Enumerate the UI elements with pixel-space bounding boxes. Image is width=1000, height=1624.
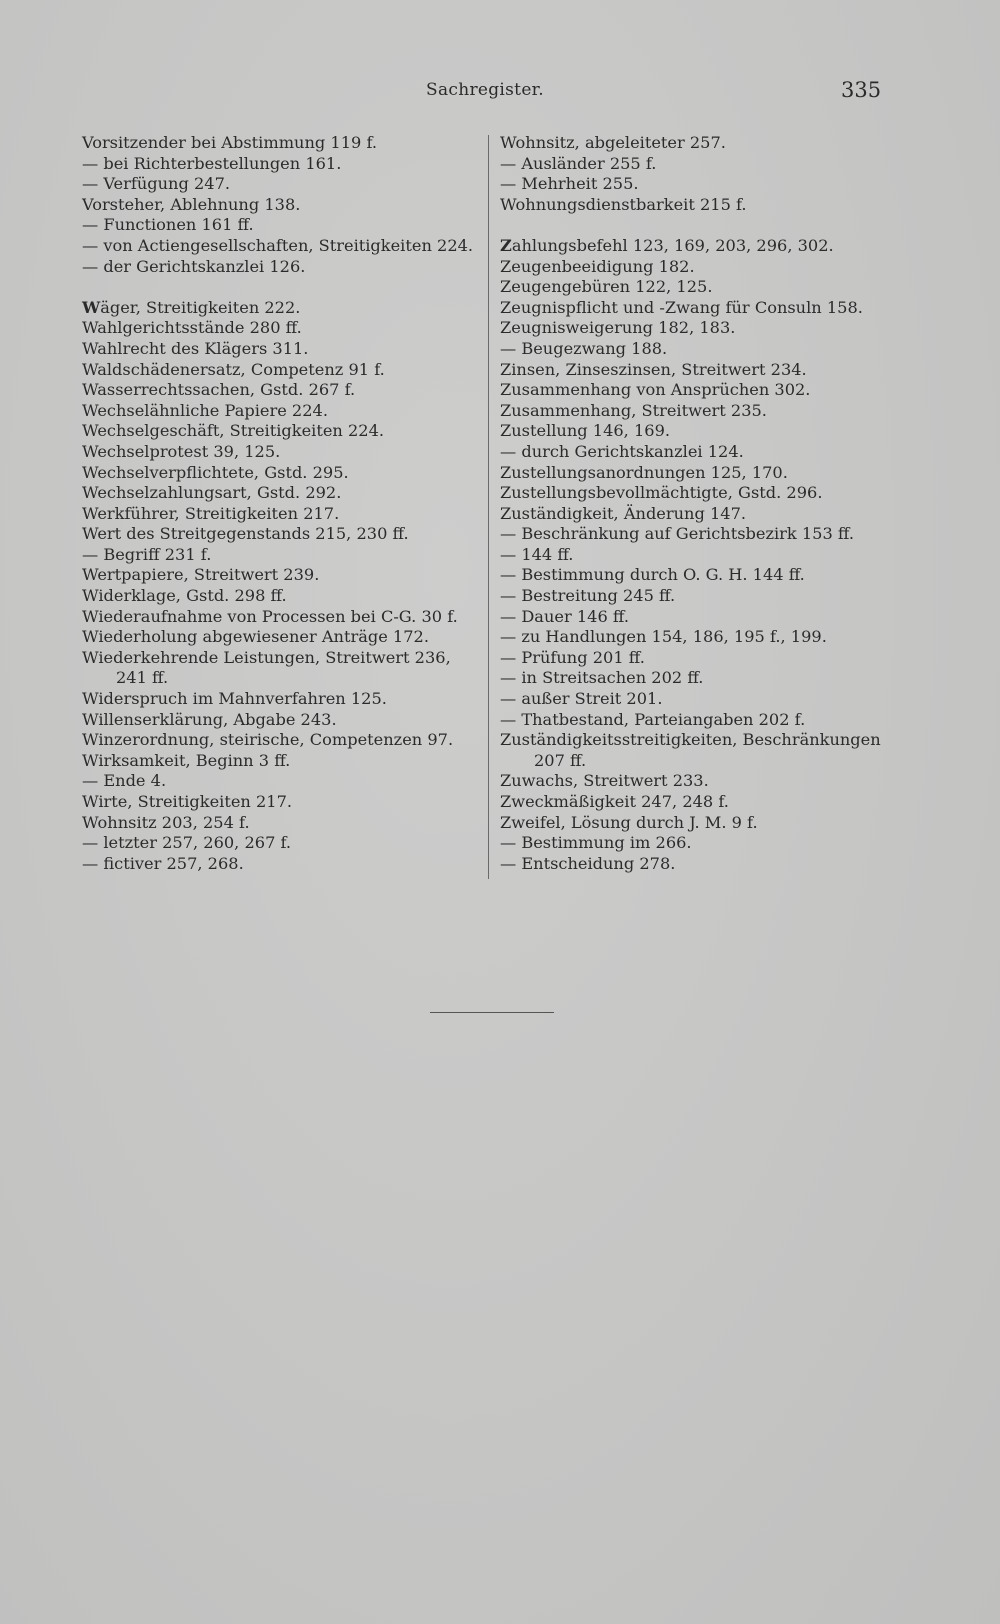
index-entry: [500, 483, 892, 504]
index-entry-text: Zeugenbeeidigung 182.: [500, 256, 695, 276]
index-entry: [82, 565, 474, 586]
index-entry-text: Willenserklärung, Abgabe 243.: [82, 709, 337, 729]
index-entry-text: — Functionen 161 ff.: [82, 215, 254, 235]
index-entry: [500, 627, 892, 648]
index-entry-text: — Mehrheit 255.: [500, 174, 639, 194]
index-entry: [500, 689, 892, 710]
index-column-right: [500, 133, 892, 874]
index-entry: [82, 339, 474, 360]
index-entry: [500, 607, 892, 628]
index-entry: [82, 792, 474, 813]
index-entry: [500, 133, 892, 154]
index-entry-text: Zeugengebüren 122, 125.: [500, 277, 713, 297]
index-entry-text: Wirte, Streitigkeiten 217.: [82, 792, 293, 811]
index-entry: [500, 174, 892, 195]
index-entry-text: Wechselverpflichtete, Gstd. 295.: [82, 462, 349, 482]
index-entry: [500, 545, 892, 566]
index-entry-text: Zusammenhang, Streitwert 235.: [500, 400, 767, 420]
index-entry: [82, 689, 474, 710]
index-entry-text: Werkführer, Streitigkeiten 217.: [82, 503, 340, 523]
index-entry: [82, 318, 474, 339]
index-entry: [82, 545, 474, 566]
index-entry: [500, 565, 892, 586]
index-entry: [82, 751, 474, 772]
index-entry: [82, 421, 474, 442]
index-entry-text: Wiederholung abgewiesener Anträge 172.: [82, 627, 429, 647]
index-entry: [82, 524, 474, 545]
index-entry: [500, 648, 892, 669]
index-entry-text: Widerspruch im Mahnverfahren 125.: [82, 689, 387, 709]
index-entry-text: Zinsen, Zinseszinsen, Streitwert 234.: [500, 359, 807, 379]
index-entry-text: Zweckmäßigkeit 247, 248 f.: [500, 792, 729, 811]
index-entry-text: Wert des Streitgegenstands 215, 230 ff.: [82, 524, 409, 544]
index-entry-text: — Beschränkung auf Gerichtsbezirk 153 ff.: [500, 524, 854, 544]
index-entry-text: Zeugnisweigerung 182, 183.: [500, 318, 736, 338]
index-entry-text: — Beugezwang 188.: [500, 338, 668, 358]
index-entry-text: — bei Richterbestellungen 161.: [82, 153, 342, 173]
index-entry-text: Widerklage, Gstd. 298 ff.: [82, 586, 287, 606]
index-entry-text: Wechselzahlungsart, Gstd. 292.: [82, 483, 342, 503]
index-entry-text: Wirksamkeit, Beginn 3 ff.: [82, 750, 291, 770]
index-entry-text: — 144 ff.: [500, 544, 574, 564]
index-entry: [82, 627, 474, 648]
index-entry: [82, 401, 474, 422]
section-initial: W: [82, 297, 101, 317]
index-entry: [500, 504, 892, 525]
index-entry: [500, 792, 892, 813]
index-entry: [82, 380, 474, 401]
index-entry: [500, 813, 892, 834]
index-entry: [500, 236, 892, 257]
end-rule: [430, 1012, 554, 1013]
index-entry-text: — von Actiengesellschaften, Streitigkeiten 224.: [82, 235, 474, 255]
index-entry-text: — in Streitsachen 202 ff.: [500, 668, 704, 688]
index-entry: [500, 442, 892, 463]
index-entry: [500, 339, 892, 360]
index-entry-text: — Ausländer 255 f.: [500, 153, 657, 173]
index-entry-text: Wahlrecht des Klägers 311.: [82, 338, 309, 358]
index-entry: [82, 257, 474, 278]
index-entry: [500, 771, 892, 792]
column-divider: [488, 135, 489, 879]
index-entry: [500, 154, 892, 175]
index-entry-text: Wahlgerichtsstände 280 ff.: [82, 318, 302, 338]
index-entry-text: Zweifel, Lösung durch J. M. 9 f.: [500, 812, 758, 832]
index-entry: [500, 586, 892, 607]
index-entry: [82, 154, 474, 175]
index-entry: [500, 277, 892, 298]
index-entry: [500, 668, 892, 689]
index-entry: [500, 524, 892, 545]
index-entry-text: — Dauer 146 ff.: [500, 606, 629, 626]
index-entry: [500, 318, 892, 339]
index-entry: [82, 360, 474, 381]
index-entry-text: Waldschädenersatz, Competenz 91 f.: [82, 359, 385, 379]
index-entry-text: — Verfügung 247.: [82, 174, 231, 194]
index-entry: [82, 483, 474, 504]
index-entry-text: — Bestreitung 245 ff.: [500, 586, 676, 606]
section-gap: [500, 215, 892, 236]
index-entry: [82, 504, 474, 525]
index-entry-text: — letzter 257, 260, 267 f.: [82, 833, 292, 853]
index-entry-text: Zustellungsanordnungen 125, 170.: [500, 462, 788, 482]
index-entry: [82, 298, 474, 319]
index-entry-text: Zustellungsbevollmächtigte, Gstd. 296.: [500, 483, 823, 503]
index-entry-text: Wohnungsdienstbarkeit 215 f.: [500, 194, 747, 214]
index-entry: [500, 833, 892, 854]
index-entry: [82, 710, 474, 731]
index-entry: [82, 607, 474, 628]
running-title: Sachregister.: [426, 80, 544, 100]
index-entry: [82, 648, 474, 669]
index-entry-text: Wechselgeschäft, Streitigkeiten 224.: [82, 421, 385, 441]
index-entry: [500, 298, 892, 319]
index-entry: [500, 360, 892, 381]
index-entry-text: Wertpapiere, Streitwert 239.: [82, 565, 320, 585]
index-entry-continuation: [82, 668, 474, 689]
index-entry-text: Vorsitzender bei Abstimmung 119 f.: [82, 133, 378, 152]
index-entry: [500, 463, 892, 484]
index-entry: [500, 195, 892, 216]
section-gap: [82, 277, 474, 298]
index-entry: [82, 586, 474, 607]
index-entry-text: Winzerordnung, steirische, Competenzen 97.: [82, 730, 454, 750]
index-entry-text: Wasserrechtssachen, Gstd. 267 f.: [82, 380, 356, 400]
index-entry-text: Zeugnispflicht und -Zwang für Consuln 158.: [500, 297, 863, 317]
index-entry-text: Wohnsitz 203, 254 f.: [82, 812, 250, 832]
index-entry-text: — Prüfung 201 ff.: [500, 647, 645, 667]
index-entry: [500, 710, 892, 731]
index-entry: [82, 442, 474, 463]
index-entry-text: — außer Streit 201.: [500, 689, 663, 709]
page-number: 335: [841, 78, 882, 102]
index-entry: [82, 730, 474, 751]
index-entry-text: 207 ff.: [534, 750, 587, 770]
index-entry-text: Zuständigkeit, Änderung 147.: [500, 503, 747, 523]
index-entry: [82, 174, 474, 195]
index-entry-text: Zustellung 146, 169.: [500, 421, 671, 441]
section-initial: Z: [500, 235, 512, 255]
index-entry: [500, 380, 892, 401]
index-entry-text: — zu Handlungen 154, 186, 195 f., 199.: [500, 627, 827, 647]
index-entry-text: Wechselähnliche Papiere 224.: [82, 400, 328, 420]
index-entry: [82, 771, 474, 792]
index-entry-text: Vorsteher, Ablehnung 138.: [82, 194, 301, 214]
index-entry-text: Zuständigkeitsstreitigkeiten, Beschränkungen: [500, 730, 881, 750]
index-column-left: [82, 133, 474, 874]
index-entry-text: Wechselprotest 39, 125.: [82, 441, 281, 461]
index-entry-text: Zuwachs, Streitwert 233.: [500, 771, 709, 791]
index-entry-text: Wiederaufnahme von Processen bei C-G. 30 f.: [82, 606, 458, 626]
index-entry: [82, 215, 474, 236]
index-entry: [82, 133, 474, 154]
index-entry-continuation: [500, 751, 892, 772]
index-entry: [82, 833, 474, 854]
index-entry-text: — Bestimmung durch O. G. H. 144 ff.: [500, 565, 805, 585]
index-entry: [500, 421, 892, 442]
index-entry-text: — Begriff 231 f.: [82, 544, 212, 564]
index-entry: [500, 854, 892, 875]
index-entry: [500, 401, 892, 422]
index-entry-text: 241 ff.: [116, 668, 169, 688]
index-entry: [82, 236, 474, 257]
index-entry: [82, 463, 474, 484]
index-entry-text: Wiederkehrende Leistungen, Streitwert 236,: [82, 647, 451, 667]
index-entry-text: — Bestimmung im 266.: [500, 833, 692, 853]
index-entry: [82, 195, 474, 216]
index-entry-text: — fictiver 257, 268.: [82, 853, 244, 873]
index-entry-text: — Entscheidung 278.: [500, 853, 676, 873]
index-entry: [82, 854, 474, 875]
index-entry-text: — Ende 4.: [82, 771, 167, 791]
index-entry: [82, 813, 474, 834]
index-entry-text: — durch Gerichtskanzlei 124.: [500, 441, 744, 461]
index-entry: [500, 257, 892, 278]
running-header: [0, 78, 1000, 106]
index-entry-text: äger, Streitigkeiten 222.: [100, 297, 301, 317]
index-entry-text: — der Gerichtskanzlei 126.: [82, 256, 306, 276]
index-entry-text: Wohnsitz, abgeleiteter 257.: [500, 133, 726, 152]
index-entry: [500, 730, 892, 751]
index-entry-text: Zusammenhang von Ansprüchen 302.: [500, 380, 811, 400]
index-entry-text: — Thatbestand, Parteiangaben 202 f.: [500, 709, 806, 729]
index-entry-text: ahlungsbefehl 123, 169, 203, 296, 302.: [511, 235, 834, 255]
